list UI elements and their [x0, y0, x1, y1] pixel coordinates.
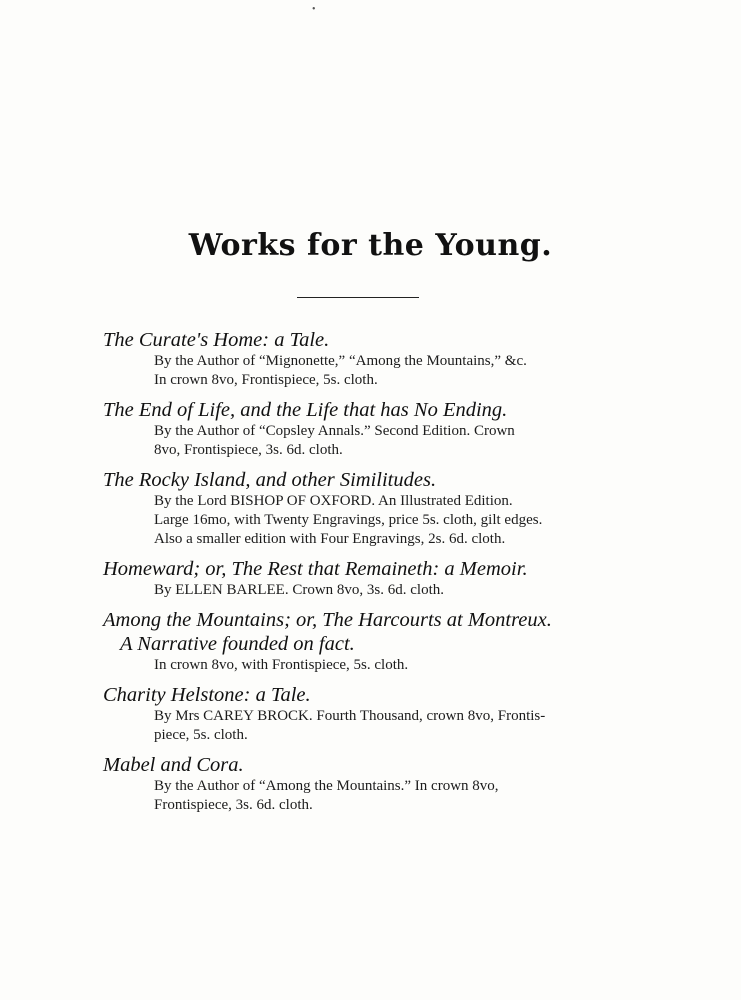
- heading-rule: [297, 297, 419, 298]
- entry-title: Charity Helstone: a Tale.: [103, 684, 311, 706]
- entry-title: Among the Mountains; or, The Harcourts at Montreux.: [103, 609, 552, 631]
- entry-title: The Curate's Home: a Tale.: [103, 329, 330, 351]
- entry-line: Large 16mo, with Twenty Engravings, price 5s. cloth, gilt edges.: [154, 512, 543, 528]
- entry-end-of-life: [103, 398, 623, 460]
- entries-list: [103, 328, 623, 815]
- entry-line: 8vo, Frontispiece, 3s. 6d. cloth.: [154, 442, 343, 458]
- entry-line: By the Lord BISHOP OF OXFORD. An Illustrated Edition.: [154, 493, 513, 509]
- entry-title: Homeward; or, The Rest that Remaineth: a Memoir.: [103, 558, 528, 580]
- entry-homeward: [103, 557, 623, 600]
- entry-line: By the Author of “Among the Mountains.” In crown 8vo,: [154, 778, 499, 794]
- entry-title: The End of Life, and the Life that has No Ending.: [103, 399, 508, 421]
- page-heading: Works for the Young.: [188, 228, 553, 263]
- entry-line: Frontispiece, 3s. 6d. cloth.: [154, 797, 313, 813]
- entry-line: By the Author of “Copsley Annals.” Second Edition. Crown: [154, 423, 515, 439]
- entry-line: Also a smaller edition with Four Engravings, 2s. 6d. cloth.: [154, 531, 506, 547]
- entry-charity-helstone: [103, 683, 623, 745]
- entry-line: In crown 8vo, Frontispiece, 5s. cloth.: [154, 372, 378, 388]
- entry-line: By ELLEN BARLEE. Crown 8vo, 3s. 6d. cloth.: [154, 582, 444, 598]
- entry-line: piece, 5s. cloth.: [154, 727, 248, 743]
- entry-title: The Rocky Island, and other Similitudes.: [103, 469, 437, 491]
- entry-rocky-island: [103, 468, 623, 549]
- entry-title-continued: A Narrative founded on fact.: [120, 633, 355, 655]
- entry-title: Mabel and Cora.: [103, 754, 244, 776]
- entry-mabel-and-cora: [103, 753, 623, 815]
- entry-line: By Mrs CAREY BROCK. Fourth Thousand, crown 8vo, Frontis-: [154, 708, 546, 724]
- entry-among-the-mountains: [103, 608, 623, 675]
- entry-line: By the Author of “Mignonette,” “Among the Mountains,” &c.: [154, 353, 527, 369]
- top-mark: •: [312, 4, 316, 15]
- entry-curates-home: [103, 328, 623, 390]
- entry-line: In crown 8vo, with Frontispiece, 5s. cloth.: [154, 657, 409, 673]
